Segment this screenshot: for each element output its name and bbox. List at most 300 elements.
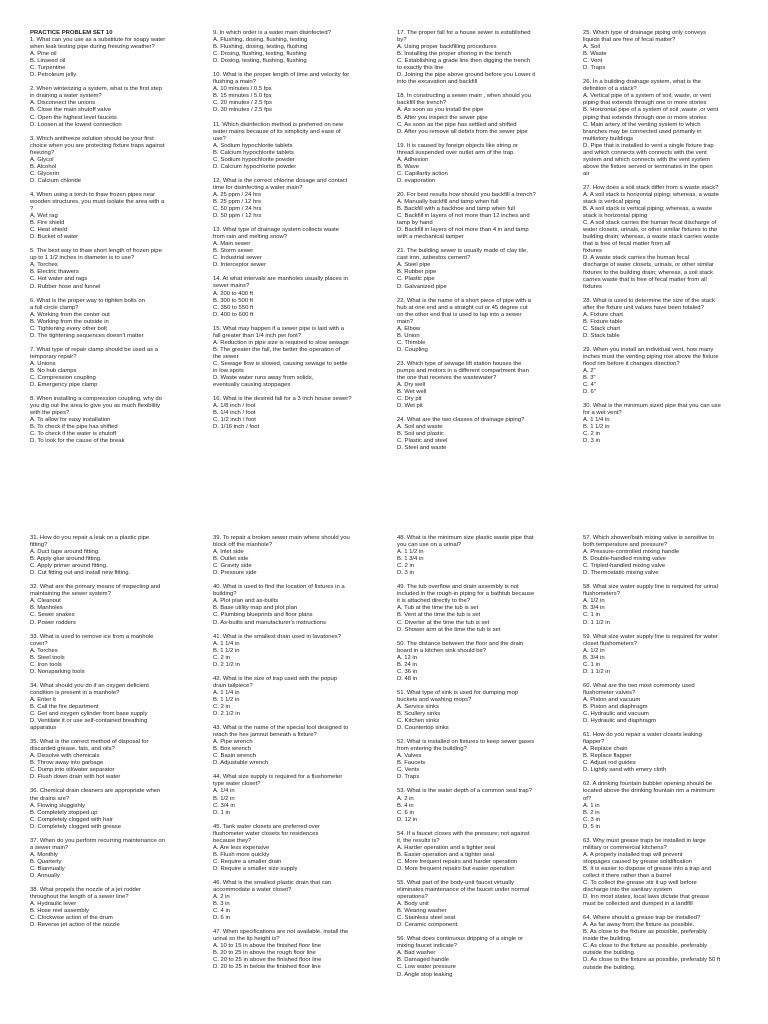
question-text: flushometer water closets for residences xyxy=(213,830,319,837)
answer-option: D. Coupling xyxy=(397,346,428,353)
answer-option: C. Gravity side xyxy=(213,563,252,570)
question-list xyxy=(583,30,751,446)
answer-option: C. Stainless steel seat xyxy=(397,915,456,922)
question-text: 40. What is used to find the location of fixtures in a xyxy=(213,584,345,591)
answer-option: C. To check if the water is shutoff xyxy=(30,431,117,438)
column-8 xyxy=(583,535,751,979)
question-text: when leak testing pipe during freezing weather? xyxy=(30,44,155,51)
question-text: inches must the venting piping rise above the fixture xyxy=(583,353,719,360)
answer-option: B. Box wrench xyxy=(213,746,251,753)
question-text: discarded grease, fats, and oils? xyxy=(30,746,115,753)
answer-option: C. Hot water and rags xyxy=(30,276,88,283)
answer-option: B. Wave xyxy=(397,163,420,170)
question-text: flushing a main? xyxy=(213,79,256,86)
answer-option: C. Vent xyxy=(583,58,603,65)
answer-option: B. Close the main shutoff valve xyxy=(30,107,112,114)
question-item xyxy=(213,725,381,767)
answer-option: A. 1 in xyxy=(583,802,600,809)
question-item xyxy=(213,634,381,669)
question-text: 10. What is the proper length of time and velocity for xyxy=(213,72,350,79)
answer-option: D. 5 in xyxy=(583,823,601,830)
answer-option: D. 12 in xyxy=(397,816,418,823)
answer-option: D. 1 1/2 in xyxy=(583,668,610,675)
answer-option: C. 2 in xyxy=(397,563,415,570)
question-text: 57. Which shower/bath mixing valve is sensitive to xyxy=(583,535,714,541)
answer-option: A. Main sewer xyxy=(213,241,251,248)
question-text: 17. The proper fall for a house sewer is established xyxy=(397,30,531,36)
answer-option: B. The greater the fall, the better the operation of xyxy=(213,346,341,353)
answer-option: water closets, urinals, or other similar fixtures to the xyxy=(583,227,718,234)
question-text: 27. How does a soil stack differ from a waste stack? xyxy=(583,184,719,191)
question-text: of? xyxy=(583,795,592,802)
question-text: up to 1 1/2 inches in diameter is to use? xyxy=(30,255,135,262)
question-text: thread suspended over outlet arm of the trap. xyxy=(397,149,515,156)
answer-option: A. 10 to 15 in above the finished floor line xyxy=(213,943,322,950)
answer-option: D. Pipe that is installed to vent a single fixture trap xyxy=(583,142,714,149)
answer-option: C. Heat shield xyxy=(30,227,67,234)
answer-option: into the excavation and backfill xyxy=(397,79,478,86)
answer-option: A. Body unit xyxy=(397,901,429,908)
answer-option: B. Completely stopped up xyxy=(30,809,98,816)
question-text: 42. What is the size of trap used with the popup xyxy=(213,675,338,682)
question-text: 5. The best way to thaw short length of frozen pipe xyxy=(30,248,162,255)
question-list xyxy=(213,30,381,431)
question-text: 28. What is used to determine the size of the stack xyxy=(583,297,715,304)
question-item xyxy=(30,788,198,830)
question-item xyxy=(583,185,751,291)
question-item xyxy=(30,192,198,241)
question-text: fall greater than 1/4 inch per foot? xyxy=(213,332,302,339)
question-text: 52. What is installed on fixtures to keep sewer gases xyxy=(397,739,535,746)
question-text: 19. It is caused by foreign objects like string or xyxy=(397,142,518,149)
answer-option: D. Petroleum jelly xyxy=(30,72,77,79)
answer-option: B. Piston and diaphragm xyxy=(583,703,648,710)
answer-option: B. Waste xyxy=(583,51,607,58)
question-item xyxy=(397,690,565,732)
question-text: 7. What type of repair clamp should be used as a xyxy=(30,346,159,353)
answer-option: D. Shower arm at the time the tub is set xyxy=(397,626,501,633)
question-text: military or commercial kitchens? xyxy=(583,844,667,851)
answer-option: A. 2 in xyxy=(397,795,414,802)
question-text: pumps and motors in a different compartment than xyxy=(397,367,529,374)
answer-option: B. As close to the fixture as possible, preferably xyxy=(583,929,707,936)
answer-option: D. Thermostatic mixing valve xyxy=(583,570,659,577)
answer-option: B. Alcohol xyxy=(30,163,57,170)
answer-option: B. It is easier to dispose of grease into a trap and xyxy=(583,865,712,872)
question-item xyxy=(397,788,565,823)
answer-option: piping that extends through one or more stories xyxy=(583,100,707,107)
answer-option: C. Main artery of the venting system to which xyxy=(583,121,701,128)
question-item xyxy=(583,403,751,445)
question-text: 43. What is the name of the special tool designed to xyxy=(213,725,349,732)
answer-option: that is free of fecal matter from all xyxy=(583,241,671,248)
answer-option: in low spots xyxy=(213,367,244,374)
answer-option: must be collected and dumped in a landfill xyxy=(583,901,693,908)
answer-option: B. Vent at the time the tub is set xyxy=(397,612,481,619)
question-text: use? xyxy=(213,135,226,142)
answer-option: C. 20 minutes / 2.5 fps xyxy=(213,100,272,107)
answer-option: C. Tightening every other bolt xyxy=(30,325,107,332)
answer-option: C. A soil stack carries the human fecal discharge of xyxy=(583,220,717,227)
answer-option: D. To look for the cause of the break xyxy=(30,438,125,445)
question-item xyxy=(30,535,198,577)
answer-option: D. 6" xyxy=(583,389,596,396)
answer-option: building drain; whereas, a waste stack carries waste xyxy=(583,234,719,241)
answer-option: D. Rubber hose and funnel xyxy=(30,283,101,290)
question-text: operations? xyxy=(397,894,428,901)
question-item xyxy=(213,676,381,718)
answer-option: A. Wet rag xyxy=(30,213,58,220)
answer-option: C. Vents xyxy=(397,767,420,774)
answer-option: C. Kitchen sinks xyxy=(397,718,440,725)
answer-option: above the fixture served or terminates in the open xyxy=(583,163,713,170)
answer-option: D. Flush down drain with hot water xyxy=(30,774,121,781)
question-text: sewer mains? xyxy=(213,283,250,290)
column-7 xyxy=(397,535,565,986)
answer-option: C. Tripled-handled mixing valve xyxy=(583,563,666,570)
question-item xyxy=(397,831,565,873)
question-text: maintaining the sewer system? xyxy=(30,591,111,598)
answer-option: B. 15 minutes / 5.0 fps xyxy=(213,93,272,100)
answer-option: stack is vertical piping xyxy=(583,199,641,206)
question-item xyxy=(213,824,381,873)
question-text: closet flushometers? xyxy=(583,640,638,647)
question-text: 1. What can you use as a substitute for soapy water xyxy=(30,37,166,44)
answer-option: B. 1/2 in xyxy=(213,795,235,802)
question-item xyxy=(213,396,381,431)
answer-option: D. Completely clogged with grease xyxy=(30,823,122,830)
answer-option: inside the building. xyxy=(583,936,632,943)
answer-option: D. Calcium chloride xyxy=(30,177,82,184)
answer-option: apparatus xyxy=(30,725,57,732)
answer-option: B. 20 to 25 in above the rough floor line xyxy=(213,950,316,957)
question-item xyxy=(583,79,751,178)
question-text: 56. What does continuous dripping of a single or xyxy=(397,936,524,943)
question-text: 44. What size supply is required for a flushometer xyxy=(213,774,343,781)
question-text: fitting? xyxy=(30,542,48,549)
answer-option: D. As close to the fixture as possible, preferably 50 ft xyxy=(583,957,721,964)
answer-option: C. 2 in xyxy=(213,654,231,661)
question-text: type water closet? xyxy=(213,781,261,788)
column-6 xyxy=(213,535,381,979)
answer-option: C. 1 in xyxy=(583,612,601,619)
answer-option: D. Countertop sinks xyxy=(397,725,449,732)
answer-option: C. Open the highest level faucets xyxy=(30,114,117,121)
answer-option: B. Electric thawers xyxy=(30,269,79,276)
answer-option: A. Duct tape around fitting. xyxy=(30,549,100,556)
question-text: 23. Which type of sewage lift station houses the xyxy=(397,360,522,367)
question-item xyxy=(397,417,565,452)
answer-option: B. 3/4 in xyxy=(583,605,605,612)
answer-option: B. Faucets xyxy=(397,760,426,767)
question-text: 36. Chemical drain cleaners are appropriate when xyxy=(30,788,161,795)
answer-option: D. 2 1/2 in xyxy=(213,661,240,668)
answer-option: B. Wet well xyxy=(397,389,427,396)
question-text: 37. When do you perform recurring maintenance on xyxy=(30,837,165,844)
answer-option: C. More frequent repairs and harder operation xyxy=(397,858,518,865)
answer-option: B. 4 in xyxy=(397,802,414,809)
question-text: in draining a water system? xyxy=(30,93,102,100)
answer-option: A. 1 1/4 in xyxy=(583,417,610,424)
question-text: 31. How do you repair a leak on a plastic pipe xyxy=(30,535,150,541)
answer-option: C. Turpentine xyxy=(30,65,66,72)
question-item xyxy=(583,584,751,626)
answer-option: A. Unions xyxy=(30,360,56,367)
answer-option: D. Hydraulic and diaphragm xyxy=(583,718,657,725)
question-item xyxy=(30,136,198,185)
question-text: 11. Which disinfection method is preferred on new xyxy=(213,121,344,128)
question-item xyxy=(583,732,751,774)
column-5 xyxy=(30,535,198,936)
answer-option: D. Require a smaller size supply xyxy=(213,865,298,872)
answer-option: A. Using proper backfilling procedures xyxy=(397,44,497,51)
question-item xyxy=(397,361,565,410)
question-text: 35. What is the correct method of disposal for xyxy=(30,739,149,746)
answer-option: system and which connects with the vent system xyxy=(583,156,711,163)
answer-option: D. As-builts and manufacturer's instructions xyxy=(213,619,327,626)
answer-option: C. Compression coupling xyxy=(30,375,96,382)
answer-option: A. 200 to 400 ft xyxy=(213,290,253,297)
question-item xyxy=(213,178,381,220)
question-text: 13. What type of drainage system collects waste xyxy=(213,227,340,234)
answer-option: D. A waste stack carries the human fecal xyxy=(583,255,690,262)
question-item xyxy=(30,739,198,781)
answer-option: D. Nonsparking tools xyxy=(30,668,85,675)
question-text: drain tailpiece? xyxy=(213,682,253,689)
answer-option: C. Thimble xyxy=(397,339,426,346)
question-text: 4. When using a torch to thaw frozen pipes near xyxy=(30,191,156,198)
question-text: 15. What may happen if a sewer pipe is laid with a xyxy=(213,325,344,332)
column-2 xyxy=(213,30,381,438)
question-text: you can use on a urinal? xyxy=(397,542,462,549)
question-item xyxy=(583,781,751,830)
question-text: after the fixture unit values have been totaled? xyxy=(583,304,704,311)
answer-option: D. 3 in xyxy=(583,438,601,445)
answer-option: A. Valves xyxy=(397,753,422,760)
answer-option: D. Ventilate it or use self-contained breathing xyxy=(30,718,148,725)
answer-option: D. Traps xyxy=(397,774,420,781)
question-text: a sewer main? xyxy=(30,844,69,851)
answer-option: outside the building. xyxy=(583,950,636,957)
answer-option: A. Bad washer xyxy=(397,950,436,957)
column-1 xyxy=(30,30,198,452)
question-item xyxy=(397,936,565,978)
question-item xyxy=(30,634,198,676)
question-item xyxy=(213,276,381,318)
question-text: flapper? xyxy=(583,739,605,746)
answer-option: B. 2 in xyxy=(583,809,600,816)
answer-option: B. Base utility map and plot plan xyxy=(213,605,298,612)
answer-option: C. Dosing, flushing, testing, flushing xyxy=(213,51,307,58)
question-text: 14. At what intervals are manholes usually places in xyxy=(213,276,348,283)
answer-option: A. Enter it xyxy=(30,696,56,703)
answer-option: D. Ceramic component xyxy=(397,922,458,929)
question-text: 3. Which antifreeze solution should be your first xyxy=(30,135,154,142)
answer-option: branches may be connected used primarily in xyxy=(583,128,702,135)
column-3 xyxy=(397,30,565,459)
answer-option: B. Wearing washer xyxy=(397,908,447,915)
answer-option: D. Wet pit xyxy=(397,403,423,410)
question-text: 16. What is the desired fall for a 3 inch house sewer? xyxy=(213,396,352,403)
answer-option: discharge of water closets, urinals, or other similar xyxy=(583,262,714,269)
answer-option: B. 1 1/2 in xyxy=(583,424,610,431)
answer-option: C. Completely clogged with hair xyxy=(30,816,113,823)
question-text: 49. The tub overflow and drain assembly is not xyxy=(397,584,519,591)
question-text: 64. Where should a grease trap be installed? xyxy=(583,915,701,922)
question-list xyxy=(30,37,198,445)
answer-option: C. 50 ppm / 24 hrs xyxy=(213,206,262,213)
answer-option: A. Soil and waste xyxy=(397,424,443,431)
answer-option: B. 3/4 in xyxy=(583,654,605,661)
answer-option: C. 20 to 25 in above the finished floor line xyxy=(213,957,322,964)
question-item xyxy=(397,641,565,683)
question-text: cover? xyxy=(30,640,48,647)
answer-option: B. After you inspect the sewer pipe xyxy=(397,114,488,121)
question-text: 54. If a faucet closes with the pressure; not against xyxy=(397,830,530,837)
question-text: because they? xyxy=(213,837,252,844)
column-4 xyxy=(583,30,751,453)
answer-option: C. Diverter at the time the tub is set xyxy=(397,619,490,626)
question-item xyxy=(213,584,381,626)
answer-option: C. Establishing a grade line then digging the trench xyxy=(397,58,531,65)
answer-option: multistory buildings xyxy=(583,135,634,142)
question-item xyxy=(213,227,381,269)
answer-option: B. Apply glue around fitting. xyxy=(30,556,102,563)
answer-option: B. Outlet side xyxy=(213,556,249,563)
answer-option: A. 2" xyxy=(583,368,596,375)
answer-option: A. Vertical pipe of a system of soil, waste, or vent xyxy=(583,93,712,100)
question-text: the drains are? xyxy=(30,795,70,802)
answer-option: B. Installing the proper shoring in the trench xyxy=(397,51,511,58)
answer-option: C. Apply primer around fitting. xyxy=(30,563,108,570)
answer-option: D. Annually xyxy=(30,872,60,879)
question-text: hub at one end and a straight cut or 45 degree cut xyxy=(397,304,528,311)
answer-option: A. Manually backfill and tamp when full xyxy=(397,198,499,205)
answer-option: B. Working from the outside in xyxy=(30,318,109,325)
answer-option: C. 350 to 550 ft xyxy=(213,304,254,311)
question-text: 22. What is the name of a short piece of pipe with a xyxy=(397,297,531,304)
question-item xyxy=(583,915,751,971)
answer-option: carries waste that is free of fecal matter from all xyxy=(583,276,707,283)
question-text: flushometers? xyxy=(583,591,620,598)
answer-option: A. A properly installed trap will prevent xyxy=(583,851,683,858)
answer-option: with a mechanical tamper xyxy=(397,234,464,241)
question-text: it is attached directly to the? xyxy=(397,598,471,605)
question-item xyxy=(583,298,751,340)
question-text: from rain and melting snow? xyxy=(213,234,287,241)
answer-option: D. Reverse jet action of the nozzle xyxy=(30,922,120,929)
answer-option: A. Reduction in pipe size is required to slow sewage xyxy=(213,339,349,346)
question-text: 63. Why must grease traps be installed in large xyxy=(583,837,706,844)
answer-option: C. Require a smaller drain xyxy=(213,858,282,865)
question-text: 46. What is the smallest plastic drain that can xyxy=(213,879,332,886)
question-text: 59. What size water supply line is required for water xyxy=(583,633,718,640)
answer-option: C. 1/2 inch / foot xyxy=(213,417,256,424)
answer-option: B. Throw away into garbage xyxy=(30,760,104,767)
answer-option: A. Replace chain xyxy=(583,746,628,753)
question-text: 29. When you install an individual vent, how many xyxy=(583,346,714,353)
answer-option: A. Piston and vacuum xyxy=(583,696,641,703)
question-text: liquids that are free of fecal matter? xyxy=(583,37,676,44)
question-item xyxy=(397,248,565,290)
answer-option: C. Industrial sewer xyxy=(213,255,262,262)
question-text: 61. How do you repair a water closets leaking xyxy=(583,732,702,739)
question-item xyxy=(30,396,198,445)
question-text: 32. What are the primary means of inspecting and xyxy=(30,584,161,591)
question-item xyxy=(397,192,565,241)
question-text: 6. What is the proper way to tighten bolts on xyxy=(30,297,145,304)
question-text: 41. What is the smallest drain used in lavatories? xyxy=(213,633,342,640)
answer-option: A. 1 1/2 in xyxy=(397,549,424,556)
answer-option: fixtures xyxy=(583,283,602,290)
answer-option: A. Hydraulic lever xyxy=(30,901,77,908)
question-item xyxy=(583,683,751,725)
question-text: 21. The building sewer is usually made of clay tile, xyxy=(397,248,528,255)
question-item xyxy=(397,535,565,577)
question-item xyxy=(397,93,565,135)
answer-option: D. Cut fitting out and install new fitting. xyxy=(30,570,131,577)
question-text: it, the results is? xyxy=(397,837,440,844)
answer-option: A. Torches xyxy=(30,262,58,269)
answer-option: A. Flowing sluggishly xyxy=(30,802,86,809)
question-text: throughout the length of a sewer line? xyxy=(30,894,129,901)
answer-option: B. 1 1/2 in xyxy=(213,696,240,703)
question-text: the one that receives the wastewater? xyxy=(397,375,497,382)
answer-option: tamp by hand xyxy=(397,220,433,227)
question-text: 38. What propels the nozzle of a jet rodder xyxy=(30,887,142,894)
answer-option: B. Soil and plastic xyxy=(397,431,444,438)
answer-option: D. 30 minutes / 2.5 fps xyxy=(213,107,272,114)
question-text: temporary repair? xyxy=(30,353,77,360)
question-list xyxy=(397,30,565,452)
question-text: buckets and washing mops? xyxy=(397,696,472,703)
answer-option: C. Dump into oil/water separator xyxy=(30,767,115,774)
question-text: 9. In which order is a water main disinfected? xyxy=(213,30,331,36)
answer-option: B. Damaged handle xyxy=(397,957,450,964)
question-text: 12. What is the correct chlorine dosage and contact xyxy=(213,177,348,184)
question-text: ? xyxy=(30,206,34,213)
answer-option: A. Glycol xyxy=(30,156,54,163)
answer-option: air xyxy=(583,170,590,177)
answer-option: A. A soil stack is horizontal piping; whereas, a waste xyxy=(583,191,719,198)
question-text: 8. When installing a compression coupling, why do xyxy=(30,396,162,403)
answer-option: C. Plumbing blueprints and floor plans xyxy=(213,612,313,619)
answer-option: C. Iron tools xyxy=(30,661,62,668)
answer-option: A. 1/8 inch / foot xyxy=(213,403,256,410)
question-text: from entering the building? xyxy=(397,746,467,753)
answer-option: A. Adhesion xyxy=(397,156,429,163)
answer-option: D. Power rodders xyxy=(30,619,76,626)
question-text: flushometer valves? xyxy=(583,689,636,696)
answer-option: A. As far away from the fixture as possible. xyxy=(583,922,695,929)
answer-option: A. Service sinks xyxy=(397,703,439,710)
answer-option: A. Disconnect the unions xyxy=(30,100,96,107)
question-text: 53. What is the water depth of a common seal trap? xyxy=(397,788,532,795)
answer-option: stack is horizontal piping xyxy=(583,213,648,220)
answer-option: D. More frequent repairs but easier operation xyxy=(397,865,515,872)
answer-option: to exactly this line xyxy=(397,65,444,72)
question-item xyxy=(213,880,381,922)
question-text: 24. What are the two classes of drainage piping? xyxy=(397,417,525,424)
question-item xyxy=(30,298,198,340)
answer-option: A. 25 ppm / 24 hrs xyxy=(213,191,262,198)
answer-option: D. Traps xyxy=(583,65,606,72)
question-text: 34. What should you do if an oxygen deficient xyxy=(30,682,149,689)
answer-option: C. Adjust rod guides xyxy=(583,760,636,767)
question-text: 58. What size water supply line is required for urinal xyxy=(583,584,718,591)
answer-option: fixtures xyxy=(583,248,602,255)
answer-option: A. 1 1/4 in xyxy=(213,640,240,647)
